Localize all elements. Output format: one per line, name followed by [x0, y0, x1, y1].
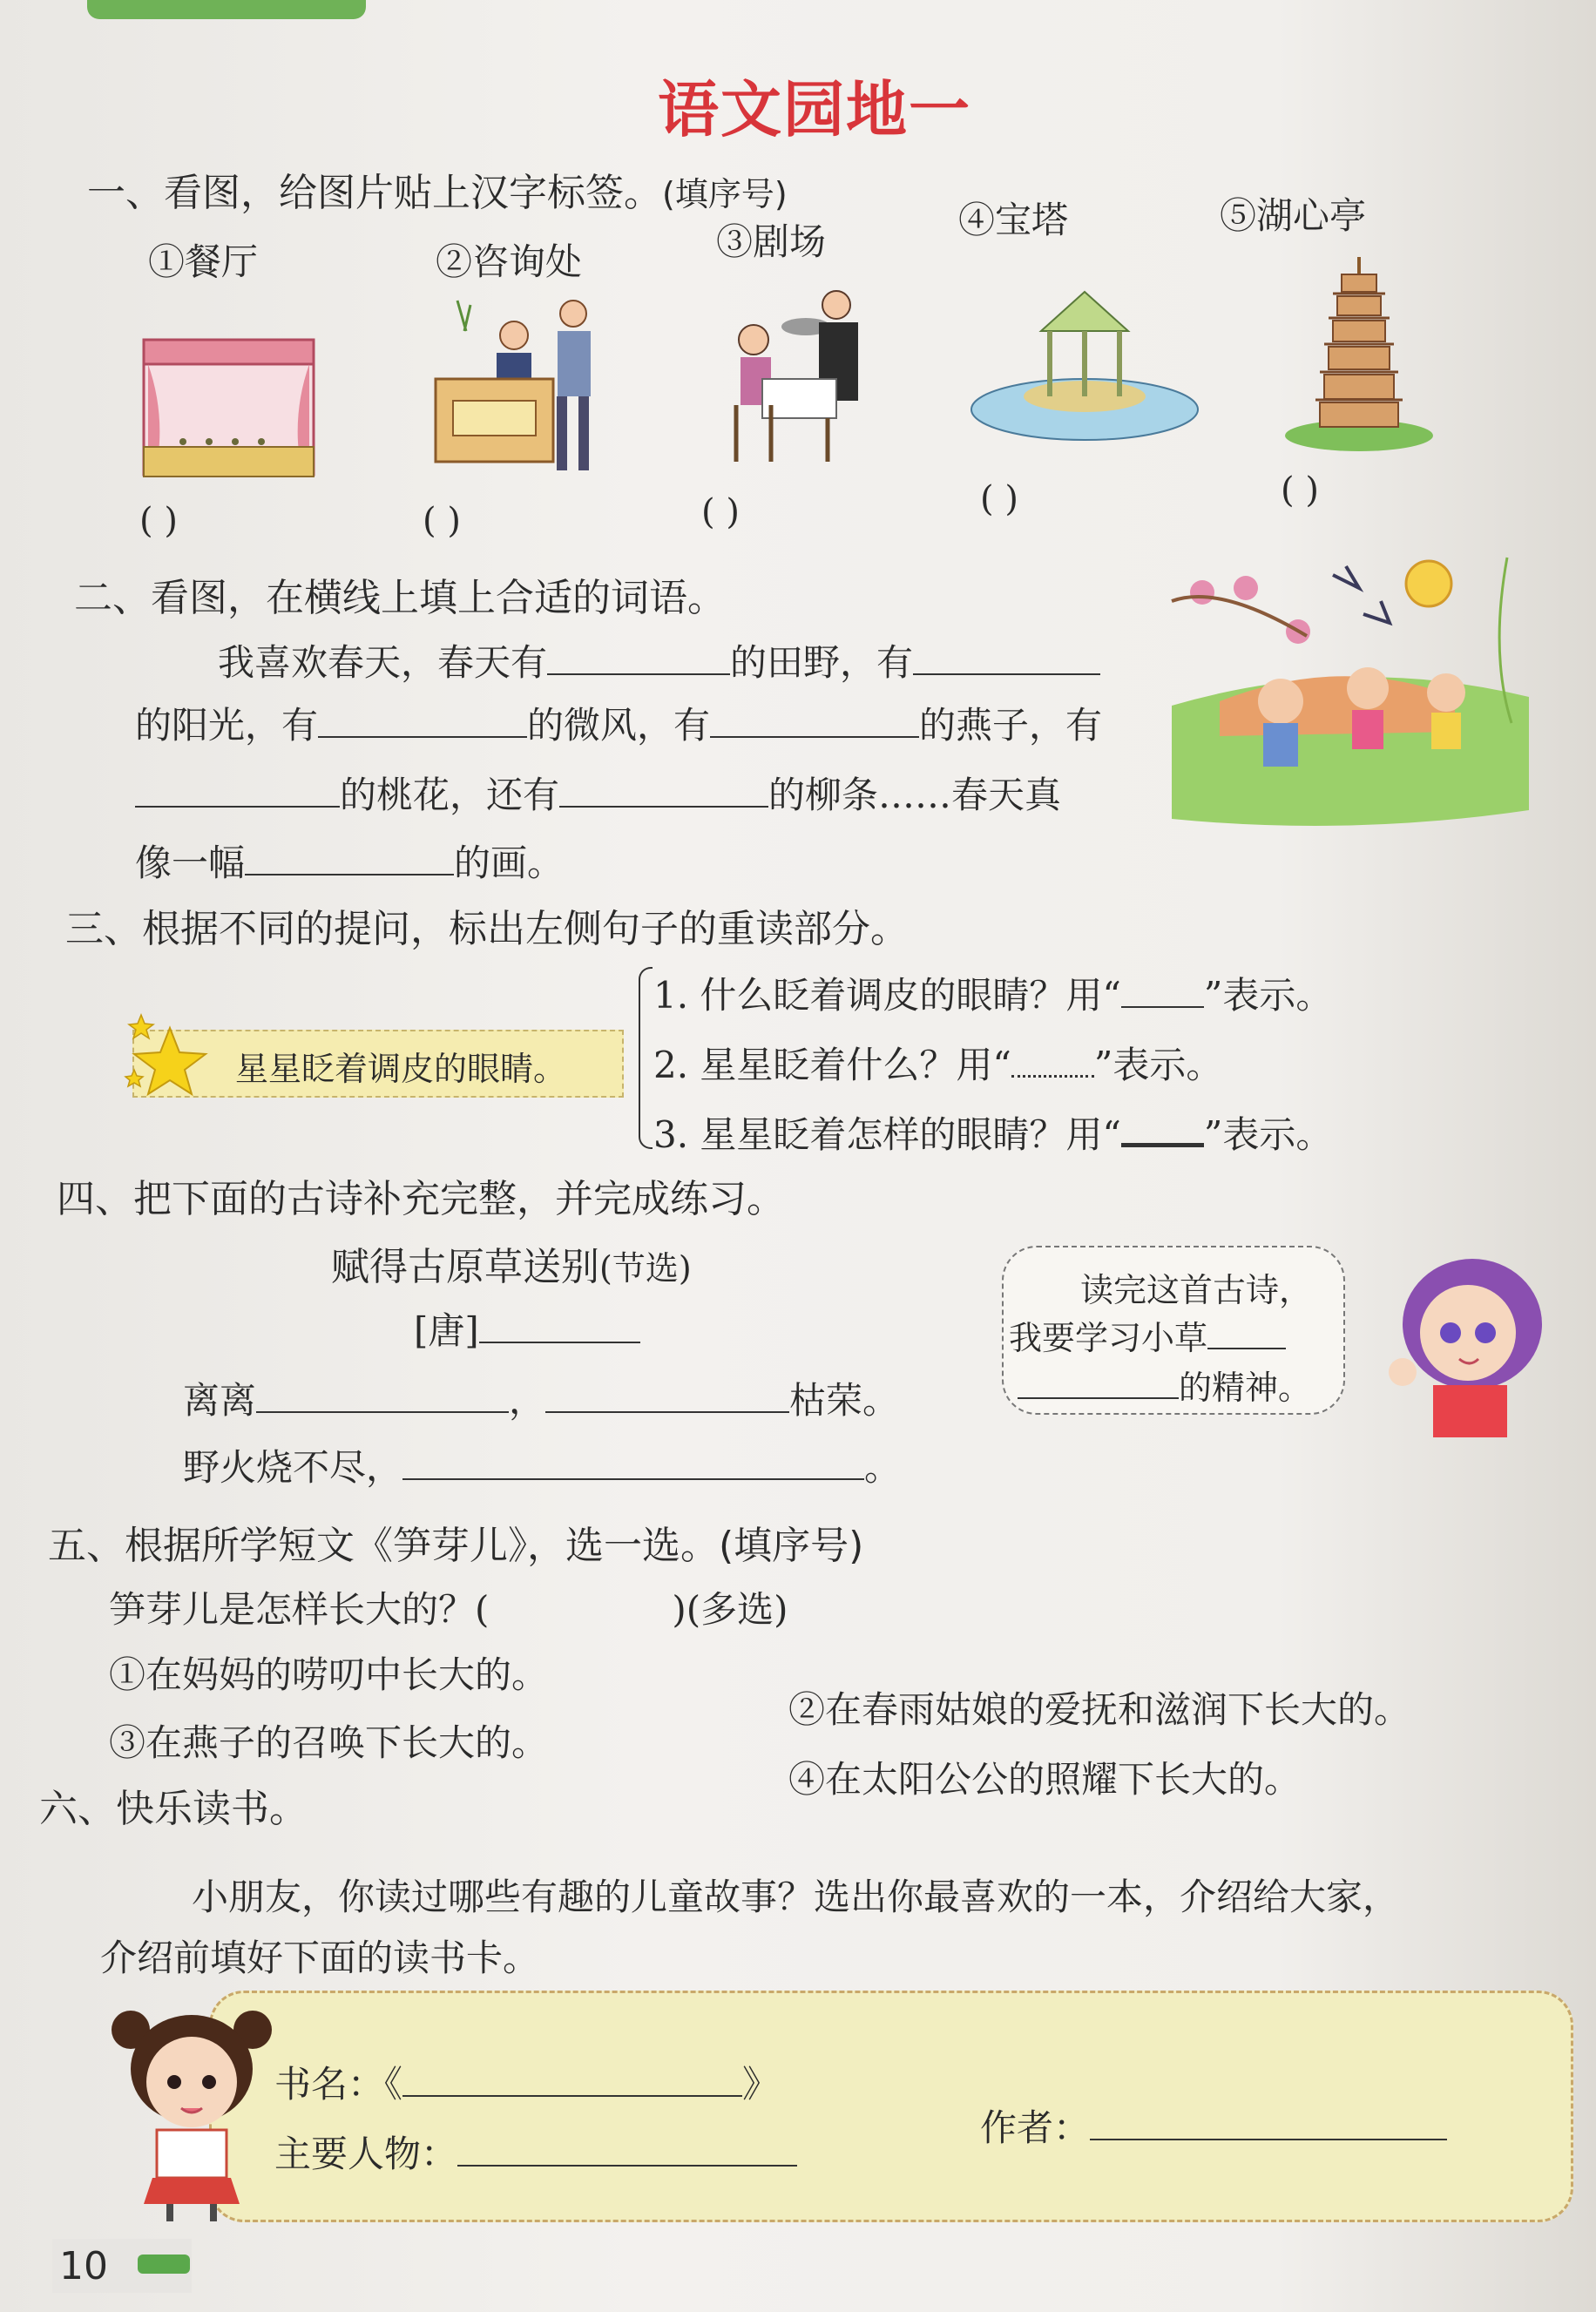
q1-label-4: ④宝塔: [958, 199, 1069, 241]
q1-label-5: ⑤湖心亭: [1220, 194, 1367, 237]
q2-text: 的田野，有: [730, 641, 914, 684]
q2-text: 的阳光，有: [135, 704, 319, 747]
book-name-field: [274, 2056, 779, 2108]
poem-text: 。: [864, 1446, 902, 1489]
q3-item-text: 3. 星星眨着怎样的眼睛？用“: [653, 1113, 1121, 1156]
q3-item-2: [653, 1037, 1222, 1089]
pagoda-picture: [1281, 253, 1437, 453]
q5-note: (填序号): [719, 1524, 864, 1568]
bubble-blank-a[interactable]: [1207, 1347, 1286, 1349]
q1-answer-slot-3[interactable]: ( ): [701, 492, 740, 532]
page-tab-decoration: [138, 2255, 190, 2274]
page-title: 语文园地一: [658, 73, 971, 145]
top-band-decoration: [87, 0, 366, 19]
q5-heading-text: 五、根据所学短文《笋芽儿》，选一选。: [48, 1524, 719, 1568]
q3-item-3: [653, 1106, 1332, 1159]
poem-text: 野火烧不尽，: [183, 1446, 403, 1489]
poem-blank-3[interactable]: [402, 1477, 864, 1480]
poem-line-2: [183, 1439, 901, 1491]
poem-line-1: [183, 1372, 899, 1424]
q5-option-1: ①在妈妈的唠叨中长大的。: [109, 1653, 549, 1696]
q1-answer-slot-1[interactable]: ( ): [139, 501, 178, 541]
q3-mark-blank-3[interactable]: [1121, 1142, 1204, 1147]
q2-line-4: [135, 835, 564, 887]
main-characters-label: 主要人物：: [274, 2133, 458, 2175]
q1-answer-slot-4[interactable]: ( ): [980, 479, 1018, 519]
girl-reading-card-picture: [96, 1999, 287, 2226]
girl-waving-picture: [1385, 1250, 1559, 1442]
author-blank[interactable]: [1090, 2138, 1447, 2140]
restaurant-picture: [719, 283, 876, 470]
poem-text: 离离: [183, 1379, 257, 1422]
main-characters-field: [274, 2126, 797, 2178]
q1-label-1: ①餐厅: [148, 240, 259, 283]
q5-option-3: ③在燕子的召唤下长大的。: [109, 1721, 549, 1764]
q3-item-text: ”表示。: [1093, 1044, 1223, 1086]
q1-heading-text: 一、看图，给图片贴上汉字标签。: [87, 171, 662, 215]
poem-dynasty-line: [414, 1302, 640, 1355]
q6-heading: 六、快乐读书。: [39, 1787, 308, 1831]
q3-item-text: ”表示。: [1203, 974, 1333, 1017]
bubble-text: 的精神。: [1179, 1369, 1312, 1407]
q5-heading: [48, 1514, 863, 1570]
poem-blank-1[interactable]: [256, 1410, 509, 1413]
author-field: [980, 2099, 1447, 2152]
star-icon: [122, 1011, 218, 1098]
q2-blank-breeze[interactable]: [318, 735, 527, 738]
q2-blank-fields[interactable]: [547, 673, 730, 675]
q5-option-2: ②在春雨姑娘的爱抚和滋润下长大的。: [788, 1688, 1411, 1731]
q2-blank-swallow[interactable]: [710, 735, 919, 738]
q5-question-text: 笋芽儿是怎样长大的？(: [109, 1588, 490, 1631]
stage-picture: [139, 335, 318, 483]
q2-text: 我喜欢春天，春天有: [218, 641, 548, 684]
q1-label-2: ②咨询处: [436, 240, 583, 283]
q3-item-text: 2. 星星眨着什么？用“: [653, 1044, 1011, 1086]
q3-mark-blank-1[interactable]: [1121, 1005, 1204, 1008]
poem-text: 枯荣。: [789, 1379, 900, 1422]
q3-item-text: ”表示。: [1203, 1113, 1333, 1156]
q3-sentence: 星星眨着调皮的眼睛。: [235, 1050, 567, 1088]
bubble-blank-b[interactable]: [1018, 1396, 1179, 1399]
q1-label-3: ③剧场: [716, 220, 827, 263]
q2-text: 的柳条……春天真: [768, 774, 1062, 816]
book-name-blank[interactable]: [402, 2094, 742, 2097]
bubble-line-1: 读完这首古诗，: [1080, 1271, 1313, 1309]
poem-text: ，: [509, 1379, 546, 1422]
q2-line-1: [218, 634, 1100, 686]
q3-mark-blank-2[interactable]: [1011, 1074, 1094, 1078]
lake-pavilion-picture: [967, 287, 1202, 444]
q2-blank-painting[interactable]: [245, 873, 454, 875]
book-name-close: 》: [742, 2063, 780, 2106]
poem-blank-2[interactable]: [545, 1410, 789, 1413]
q1-note: (填序号): [662, 175, 788, 213]
q2-text: 的燕子，有: [919, 704, 1103, 747]
q1-heading: [87, 161, 788, 217]
q2-text: 的桃花，还有: [340, 774, 560, 816]
bubble-line-3: [1018, 1361, 1311, 1409]
q1-answer-slot-2[interactable]: ( ): [423, 501, 461, 541]
poem-title-line: [331, 1235, 692, 1291]
q5-question-end: )(多选): [672, 1588, 788, 1631]
q6-paragraph-line-2: 介绍前填好下面的读书卡。: [100, 1937, 540, 1979]
q2-text: 的画。: [454, 842, 565, 884]
q1-answer-slot-5[interactable]: ( ): [1281, 470, 1319, 510]
spring-scene-picture: [1167, 549, 1533, 836]
q6-paragraph-line-1: 小朋友，你读过哪些有趣的儿童故事？选出你最喜欢的一本，介绍给大家，: [192, 1876, 1400, 1918]
q5-option-4: ④在太阳公公的照耀下长大的。: [788, 1758, 1302, 1801]
q3-item-text: 1. 什么眨着调皮的眼睛？用“: [653, 974, 1121, 1017]
poem-author-blank[interactable]: [479, 1341, 640, 1343]
author-label: 作者：: [980, 2106, 1091, 2149]
q2-line-2: [135, 697, 1102, 749]
page-number: 10: [59, 2244, 108, 2288]
book-name-label: 书名：《: [274, 2063, 403, 2106]
q2-blank-sunshine[interactable]: [913, 673, 1100, 675]
q2-text: 像一幅: [135, 842, 246, 884]
bubble-text: 我要学习小草: [1009, 1319, 1208, 1357]
q2-line-3: [135, 767, 1061, 819]
q5-question: [109, 1581, 788, 1633]
reception-desk-picture: [431, 296, 605, 479]
q3-heading: 三、根据不同的提问，标出左侧句子的重读部分。: [65, 907, 909, 951]
q3-brace: [639, 967, 653, 1149]
poem-title: 赋得古原草送别: [331, 1245, 599, 1289]
q2-blank-willow[interactable]: [559, 805, 768, 808]
poem-note: (节选): [599, 1249, 692, 1288]
bubble-line-2: [1009, 1311, 1286, 1359]
poem-dynasty: [唐]: [414, 1309, 479, 1352]
main-characters-blank[interactable]: [457, 2164, 797, 2167]
q2-blank-peach[interactable]: [135, 805, 340, 808]
q3-item-1: [653, 967, 1332, 1019]
q4-heading: 四、把下面的古诗补充完整，并完成练习。: [57, 1177, 785, 1221]
q2-heading: 二、看图，在横线上填上合适的词语。: [74, 576, 726, 620]
q2-text: 的微风，有: [527, 704, 711, 747]
